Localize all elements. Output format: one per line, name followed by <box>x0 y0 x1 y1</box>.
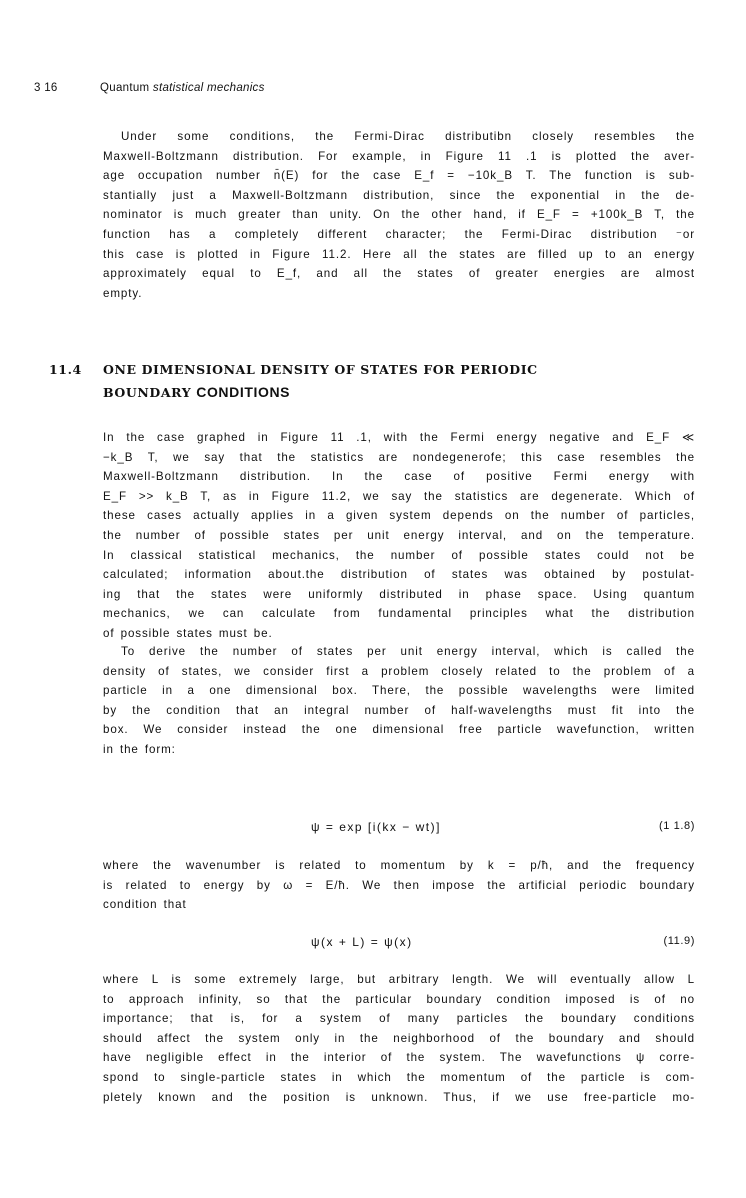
text-line: box. We consider instead the one dimensional free particle wavefunction, written <box>103 723 695 737</box>
section-title-line2a: BOUNDARY <box>103 385 192 400</box>
equation-expression: ψ = exp [i(kx − wt)] <box>311 820 441 834</box>
text-line: in the form: <box>103 742 176 756</box>
text-line: approximately equal to E_f, and all the states of greater energies are almost <box>103 267 695 281</box>
equation-number: (1 1.8) <box>659 820 695 832</box>
section-title-line2b: CONDITIONS <box>196 384 291 400</box>
text-line: calculated; information about.the distribution of states was obtained by postulat- <box>103 568 695 582</box>
text-line: age occupation number n̄(E) for the case E_f = −10k_B T. The function is sub- <box>103 169 695 183</box>
text-line: density of states, we consider first a problem closely related to the problem of a <box>103 664 695 678</box>
text-line: Under some conditions, the Fermi-Dirac distributibn closely resembles the <box>121 130 695 143</box>
text-line: In the case graphed in Figure 11 .1, with the Fermi energy negative and E_F ≪ <box>103 431 695 444</box>
paragraph-derive <box>103 642 695 760</box>
text-line: ing that the states were uniformly distributed in phase space. Using quantum <box>103 587 695 601</box>
text-line: to approach infinity, so that the particular boundary condition imposed is of no <box>103 992 695 1006</box>
running-head-subtitle: statistical mechanics <box>152 82 265 94</box>
paragraph-wavenumber <box>103 856 695 915</box>
equation-expression: ψ(x + L) = ψ(x) <box>311 935 413 949</box>
text-line: this case is plotted in Figure 11.2. Here all the states are filled up to an energy <box>103 247 695 261</box>
text-line: Maxwell-Boltzmann distribution. In the case of positive Fermi energy with <box>103 470 695 484</box>
text-line: function has a completely different character; the Fermi-Dirac distribution ⁻or <box>103 227 695 241</box>
text-line: where the wavenumber is related to momentum by k = p/ħ, and the frequency <box>103 859 695 872</box>
equation-number: (11.9) <box>663 935 695 947</box>
paragraph-boundary <box>103 970 695 1107</box>
text-line: nominator is much greater than unity. On the other hand, if E_F = +100k_B T, the <box>103 208 695 222</box>
section-title-line1: ONE DIMENSIONAL DENSITY OF STATES FOR PERIODIC <box>103 362 538 377</box>
text-line: of possible states must be. <box>103 626 273 640</box>
text-line: To derive the number of states per unit energy interval, which is called the <box>121 645 695 658</box>
equation-11-8 <box>103 820 695 842</box>
text-line: mechanics, we can calculate from fundamental principles what the distribution <box>103 607 695 621</box>
page-number: 3 16 <box>34 82 58 94</box>
running-head-title: Quantum <box>100 82 150 94</box>
text-line: these cases actually applies in a given system depends on the number of particles, <box>103 509 695 523</box>
text-line: spond to single-particle states in which the momentum of the particle is com- <box>103 1070 695 1084</box>
text-line: should affect the system only in the neighborhood of the boundary and should <box>103 1031 695 1045</box>
running-head <box>34 82 265 94</box>
text-line: condition that <box>103 898 187 912</box>
text-line: empty. <box>103 286 143 300</box>
text-line: stantially just a Maxwell-Boltzmann distribution, since the exponential in the de- <box>103 188 695 202</box>
text-line: In classical statistical mechanics, the number of possible states could not be <box>103 548 695 562</box>
paragraph-density <box>103 428 695 644</box>
text-line: E_F >> k_B T, as in Figure 11.2, we say the statistics are degenerate. Which of <box>103 489 695 503</box>
text-line: importance; that is, for a system of many particles the boundary conditions <box>103 1012 695 1026</box>
text-line: Maxwell-Boltzmann distribution. For example, in Figure 11 .1 is plotted the aver- <box>103 149 695 163</box>
text-line: by the condition that an integral number of half-wavelengths must fit into the <box>103 703 695 717</box>
paragraph-intro <box>103 127 695 303</box>
text-line: −k_B T, we say that the statistics are nondegenerofe; this case resembles the <box>103 450 695 464</box>
text-line: particle in a one dimensional box. There, the possible wavelengths were limited <box>103 684 695 698</box>
text-line: have negligible effect in the interior of the system. The wavefunctions ψ corre- <box>103 1051 695 1065</box>
text-line: is related to energy by ω = E/ħ. We then impose the artificial periodic boundary <box>103 878 695 892</box>
text-line: pletely known and the position is unknown. Thus, if we use free-particle mo- <box>103 1090 695 1104</box>
section-number: 11.4 <box>49 362 82 377</box>
section-heading <box>49 359 538 404</box>
equation-11-9 <box>103 935 695 957</box>
text-line: the number of possible states per unit energy interval, and on the temperature. <box>103 528 695 542</box>
text-line: where L is some extremely large, but arbitrary length. We will eventually allow L <box>103 973 695 986</box>
